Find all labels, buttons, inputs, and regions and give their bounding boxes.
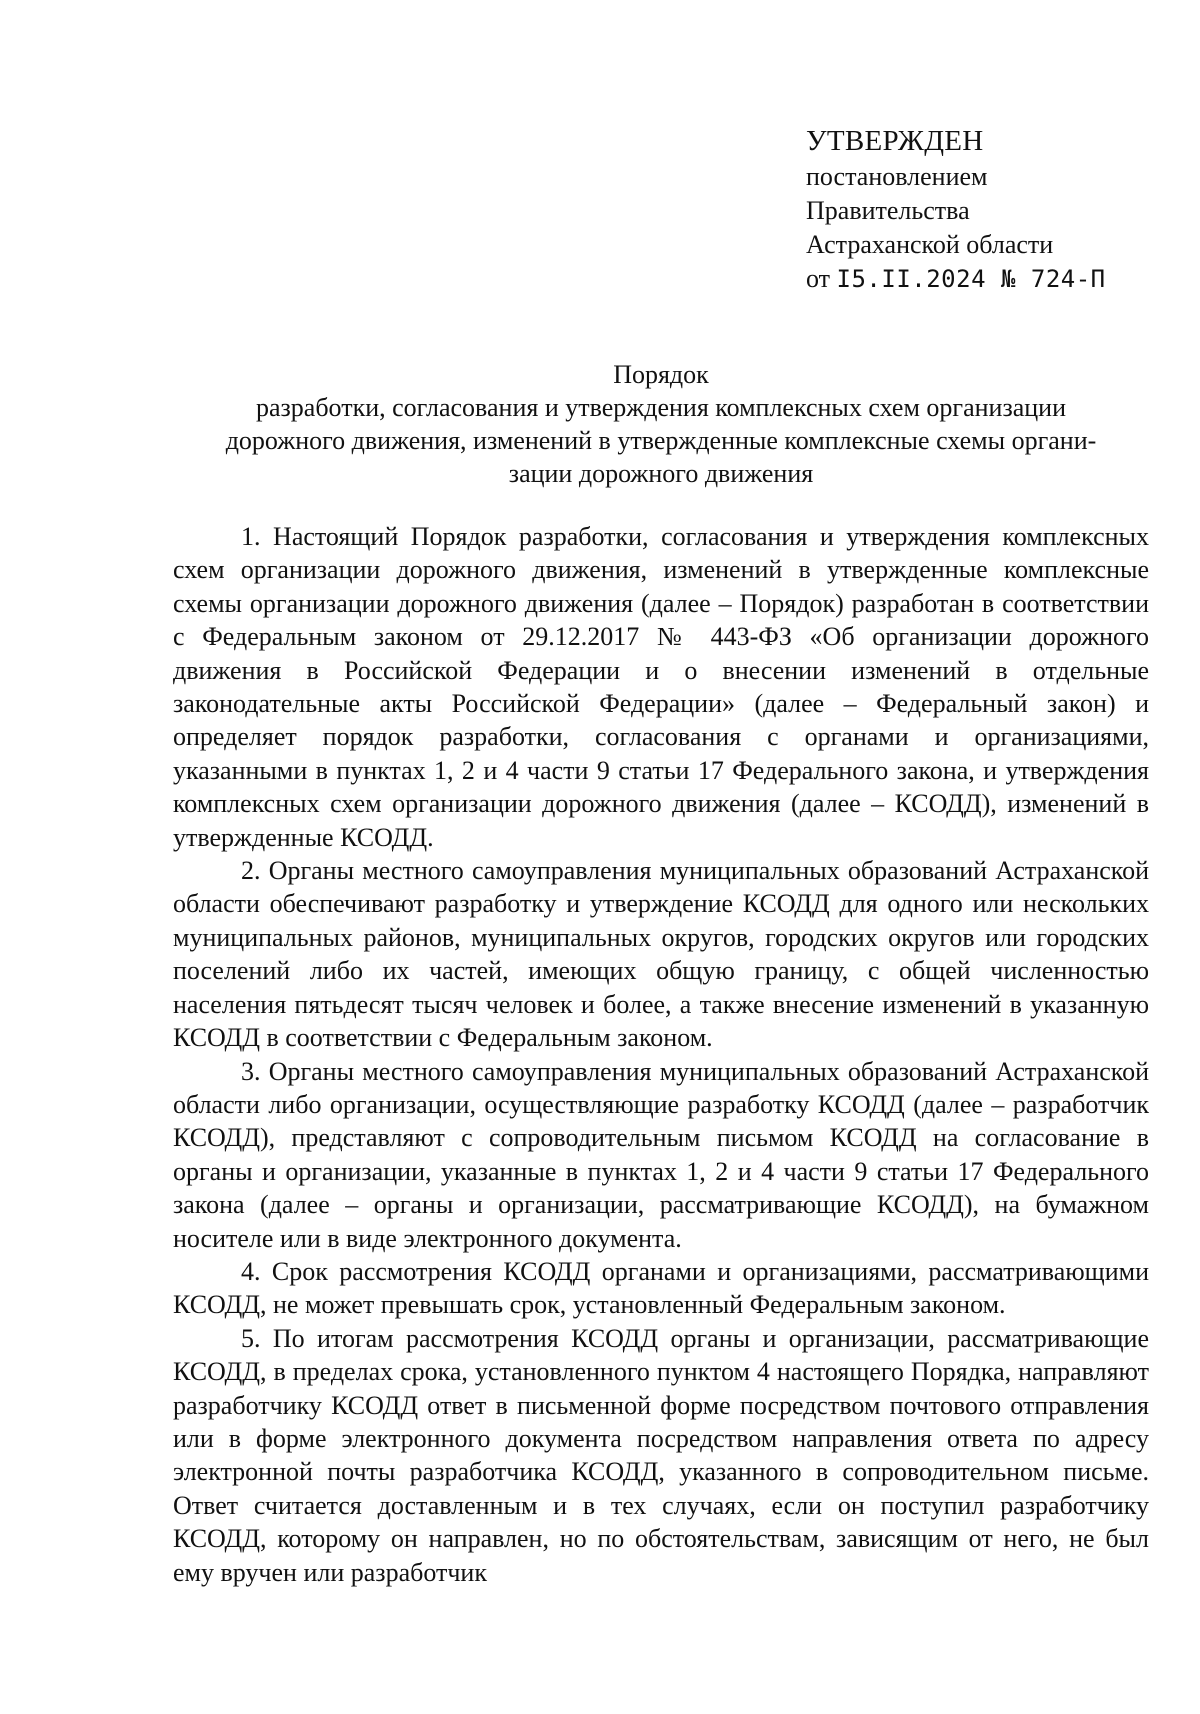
approval-stamp: УТВЕРЖДЕН (806, 125, 984, 157)
paragraph-5: 5. По итогам рассмотрения КСОДД органы и организации, рассматривающие КСОДД, в пределах срока, установленного пунктом 4 настоящего Порядка, направляют разработчику КСОДД ответ в письменной форме посредством почтового отправления или в форме электронного документа посредством направления ответа по адресу электронной почты разработчика КСОДД, указанного в сопроводительном письме. Ответ считается доставленным и в тех случаях, если он поступил разработчику КСОДД, которому он направлен, но по обстоятельствам, зависящим от него, не был ему вручен или разработчик (173, 1323, 1149, 1587)
approval-date-prefix: от (806, 264, 831, 293)
approval-line-government: Правительства (806, 196, 970, 225)
paragraph-1: 1. Настоящий Порядок разработки, согласования и утверждения комплексных схем организации дорожного движения, изменений в утвержденные комплексные схемы организации дорожного движения (далее – Порядок) разработан в соответствии с Федеральным законом от 29.12.2017 № 443-ФЗ «Об организации дорожного движения в Российской Федерации и о внесении изменений в отдельные законодательные акты Российской Федерации» (далее – Федеральный закон) и определяет порядок разработки, согласования с органами и организациями, указанными в пунктах 1, 2 и 4 части 9 статьи 17 Федерального закона, и утверждения комплексных схем организации дорожного движения (далее – КСОДД), изменений в утвержденные КСОДД. (173, 522, 1149, 852)
document-body (173, 520, 1149, 1589)
approval-date-line (806, 262, 1146, 296)
paragraph-2: 2. Органы местного самоуправления муниципальных образований Астраханской области обеспечивают разработку и утверждение КСОДД для одного или нескольких муниципальных районов, муниципальных округов, городских округов или городских поселений либо их частей, имеющих общую границу, с общей численностью населения пятьдесят тысяч человек и более, а также внесение изменений в указанную КСОДД в соответствии с Федеральным законом. (173, 856, 1149, 1053)
document-title (176, 358, 1146, 490)
approval-line-decree: постановлением (806, 162, 988, 191)
paragraph-4: 4. Срок рассмотрения КСОДД органами и организациями, рассматривающими КСОДД, не может превышать срок, установленный Федеральным законом. (173, 1256, 1149, 1320)
title-line-2: дорожного движения, изменений в утвержденные комплексные схемы органи- (225, 426, 1097, 455)
title-heading: Порядок (613, 360, 709, 389)
paragraph-3: 3. Органы местного самоуправления муниципальных образований Астраханской области либо организации, осуществляющие разработку КСОДД (далее – разработчик КСОДД), представляют с сопроводительным письмом КСОДД на согласование в органы и организации, указанные в пунктах 1, 2 и 4 части 9 статьи 17 Федерального закона (далее – органы и организации, рассматривающие КСОДД), на бумажном носителе или в виде электронного документа. (173, 1056, 1149, 1253)
title-line-3: зации дорожного движения (508, 459, 814, 488)
approval-line-region: Астраханской области (806, 230, 1054, 259)
approval-block (806, 122, 1146, 296)
approval-date-number: I5.II.2024 № 724-П (836, 265, 1106, 293)
title-line-1: разработки, согласования и утверждения комплексных схем организации (255, 393, 1067, 422)
